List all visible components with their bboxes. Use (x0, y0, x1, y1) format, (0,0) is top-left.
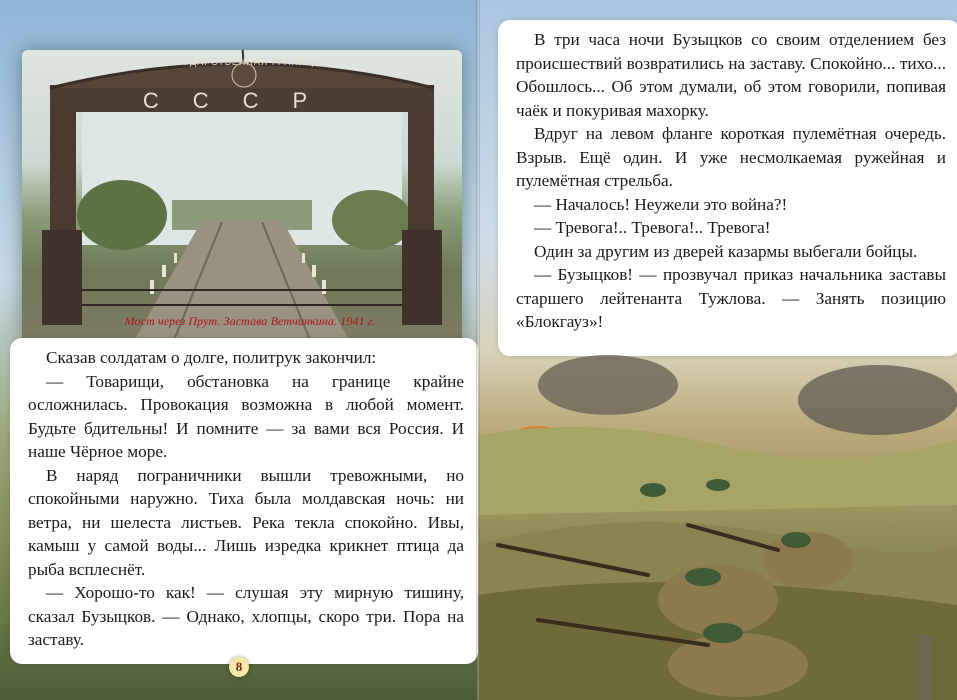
left-page (0, 0, 478, 700)
photo-caption: Мост через Прут. Застава Ветчинкина. 1941 г. (124, 314, 376, 328)
paragraph: В три часа ночи Бузыцков со своим отделением без происшествий возвратились на заставу. Спокойно... тихо... Обошлось... Об этом думали, об этом говорили, попивая чаёк и покуривая махорку. (516, 30, 946, 120)
book-spine (476, 0, 480, 700)
paragraph: Сказав солдатам о долге, политрук закончил: (46, 348, 377, 367)
paragraph: Один за другим из дверей казармы выбегали бойцы. (534, 241, 918, 261)
paragraph: — Тревога!.. Тревога!.. Тревога! (534, 218, 771, 237)
arch-inscription: ГОСУДАРСТВЕННАЯ ГРАНИЦА (163, 57, 321, 67)
paragraph: Вдруг на левом фланге короткая пулемётная очередь. Взрыв. Ещё один. И уже несмолкаемая ружейная и пулемётная стрельба. (516, 124, 946, 190)
paragraph: — Хорошо-то как! — слушая эту мирную тишину, сказал Бузыцков. — Однако, хлопцы, скоро три. Пора на заставу. (28, 583, 464, 649)
border-bridge-photo (22, 50, 462, 345)
paragraph: — Началось! Неужели это война?! (534, 194, 788, 214)
right-page (478, 0, 957, 700)
border-arch-illustration (22, 50, 462, 345)
paragraph: В наряд пограничники вышли тревожными, но спокойными наружно. Тиха была молдавская ночь: ни ветра, ни шелеста листьев. Река текла спокойно. Ивы, камыш у самой воды... Лишь изредка крикнет птица да рыба всплеснёт. (28, 465, 464, 579)
paragraph: — Бузыцков! — прозвучал приказ начальника заставы старшего лейтенанта Тужлова. — Занять позицию «Блокгауз»! (516, 265, 946, 331)
right-text-box (498, 20, 957, 356)
left-text-box (10, 338, 478, 664)
arch-letters: СССР (142, 88, 342, 113)
paragraph: — Товарищи, обстановка на границе крайне осложнилась. Провокация возможна в любой момент. Будьте бдительны! И помните — за вами вся Россия. И наше Чёрное море. (28, 371, 464, 461)
page-number: 8 (229, 657, 249, 677)
battle-illustration (478, 345, 957, 700)
